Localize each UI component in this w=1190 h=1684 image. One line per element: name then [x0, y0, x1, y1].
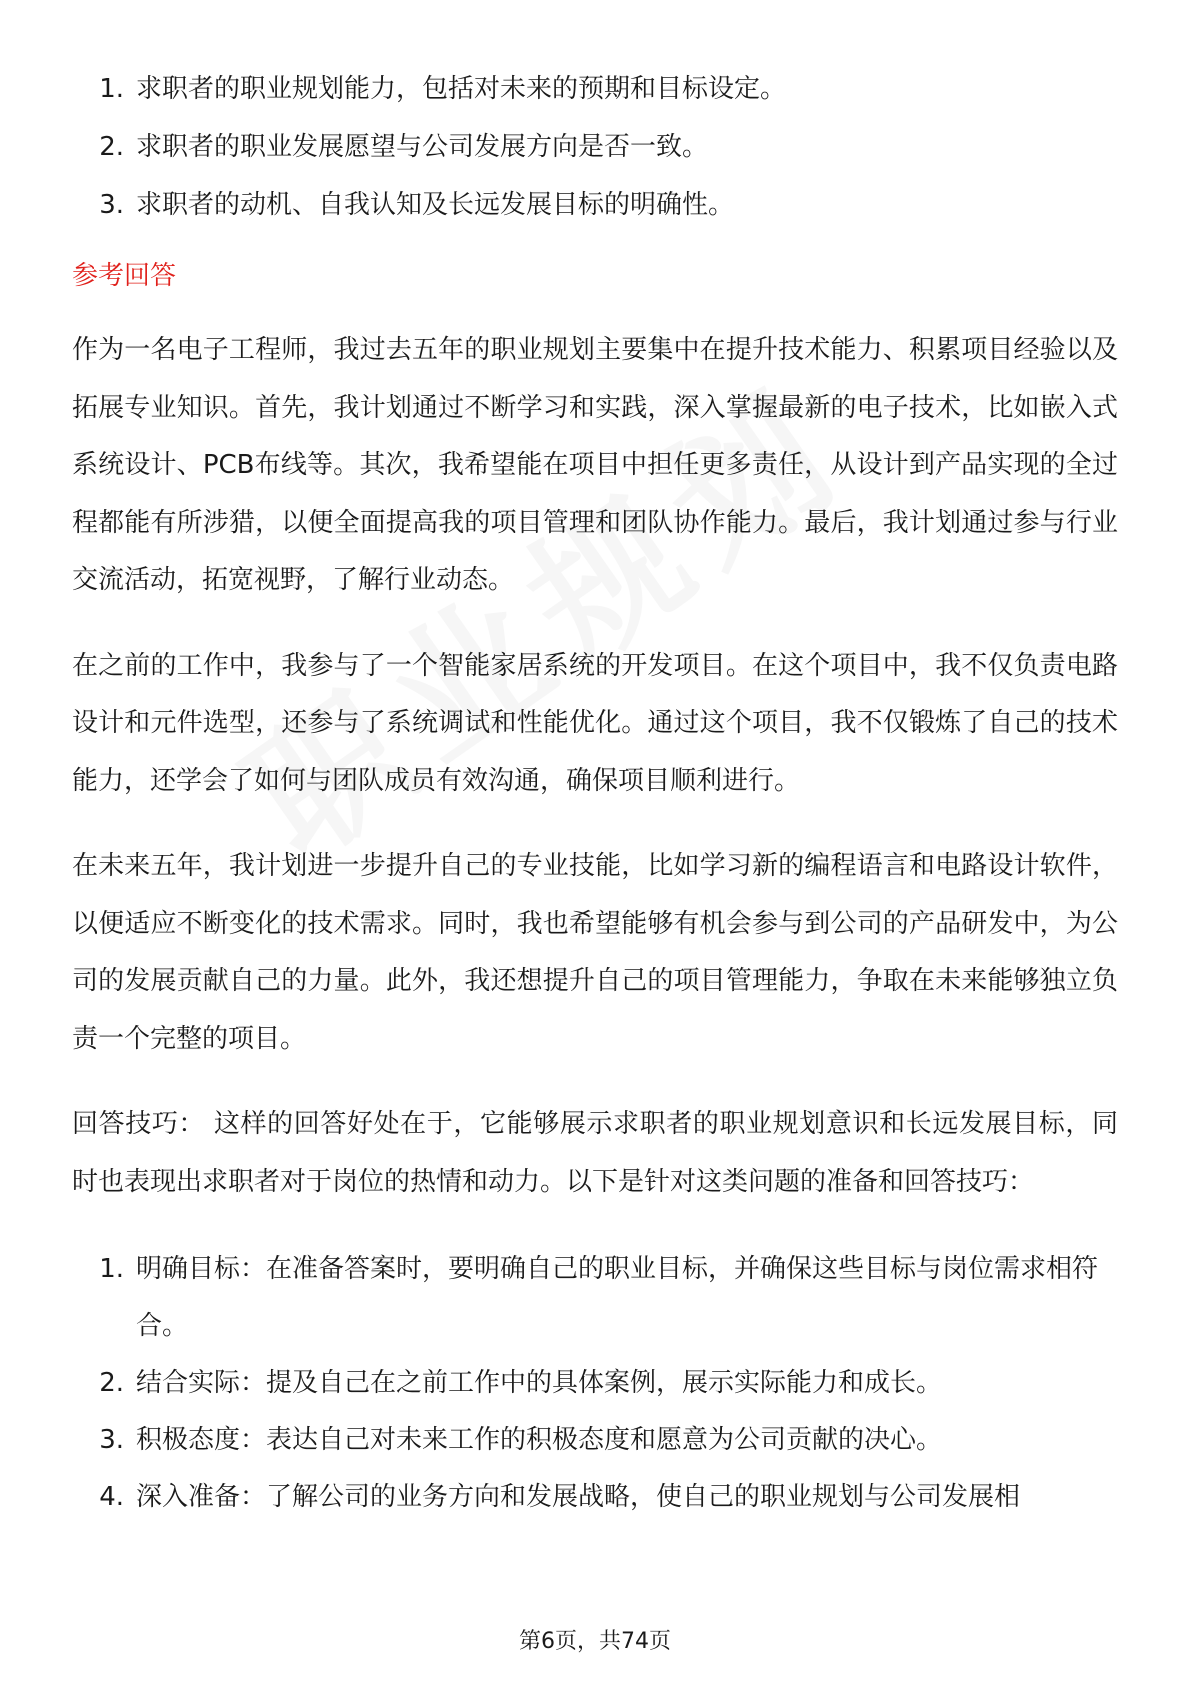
list-item-number: 2.	[99, 132, 124, 162]
list-item-number: 3.	[99, 190, 124, 220]
list-item	[72, 176, 1118, 234]
list-item-text: 求职者的职业发展愿望与公司发展方向是否一致。	[136, 132, 709, 162]
tips-list	[72, 1241, 1118, 1526]
list-item-number: 2.	[99, 1368, 124, 1398]
page-content	[72, 60, 1118, 1526]
intro-list	[72, 60, 1118, 234]
answer-paragraph: 在之前的工作中，我参与了一个智能家居系统的开发项目。在这个项目中，我不仅负责电路设计和元件选型，还参与了系统调试和性能优化。通过这个项目，我不仅锻炼了自己的技术能力，还学会了如何与团队成员有效沟通，确保项目顺利进行。	[72, 650, 1118, 796]
answer-paragraph: 作为一名电子工程师，我过去五年的职业规划主要集中在提升技术能力、积累项目经验以及拓展专业知识。首先，我计划通过不断学习和实践，深入掌握最新的电子技术，比如嵌入式系统设计、PCB布线等。其次，我希望能在项目中担任更多责任，从设计到产品实现的全过程都能有所涉猎，以便全面提高我的项目管理和团队协作能力。最后，我计划通过参与行业交流活动，拓宽视野，了解行业动态。	[72, 335, 1118, 595]
list-item-text: 深入准备：了解公司的业务方向和发展战略，使自己的职业规划与公司发展相	[136, 1482, 1021, 1512]
page-footer: 第6页，共74页	[519, 1629, 671, 1654]
list-item	[72, 1412, 1118, 1469]
list-item-text: 求职者的职业规划能力，包括对未来的预期和目标设定。	[136, 74, 787, 104]
list-item	[72, 1241, 1118, 1355]
list-item-number: 1.	[99, 1254, 124, 1284]
answer-paragraph: 在未来五年，我计划进一步提升自己的专业技能，比如学习新的编程语言和电路设计软件，以便适应不断变化的技术需求。同时，我也希望能够有机会参与到公司的产品研发中，为公司的发展贡献自己的力量。此外，我还想提升自己的项目管理能力，争取在未来能够独立负责一个完整的项目。	[72, 851, 1118, 1054]
list-item-text: 结合实际：提及自己在之前工作中的具体案例，展示实际能力和成长。	[136, 1368, 943, 1398]
list-item-number: 4.	[99, 1482, 124, 1512]
list-item-text: 明确目标：在准备答案时，要明确自己的职业目标，并确保这些目标与岗位需求相符合。	[136, 1254, 1099, 1341]
list-item-number: 1.	[99, 74, 124, 104]
list-item-text: 积极态度：表达自己对未来工作的积极态度和愿意为公司贡献的决心。	[136, 1425, 943, 1455]
tips-paragraph: 回答技巧： 这样的回答好处在于，它能够展示求职者的职业规划意识和长远发展目标，同时也表现出求职者对于岗位的热情和动力。以下是针对这类问题的准备和回答技巧：	[72, 1109, 1118, 1197]
list-item-text: 求职者的动机、自我认知及长远发展目标的明确性。	[136, 190, 735, 220]
section-title: 参考回答	[72, 261, 177, 291]
list-item-number: 3.	[99, 1425, 124, 1455]
list-item	[72, 118, 1118, 176]
list-item	[72, 60, 1118, 118]
list-item	[72, 1469, 1118, 1526]
list-item	[72, 1355, 1118, 1412]
